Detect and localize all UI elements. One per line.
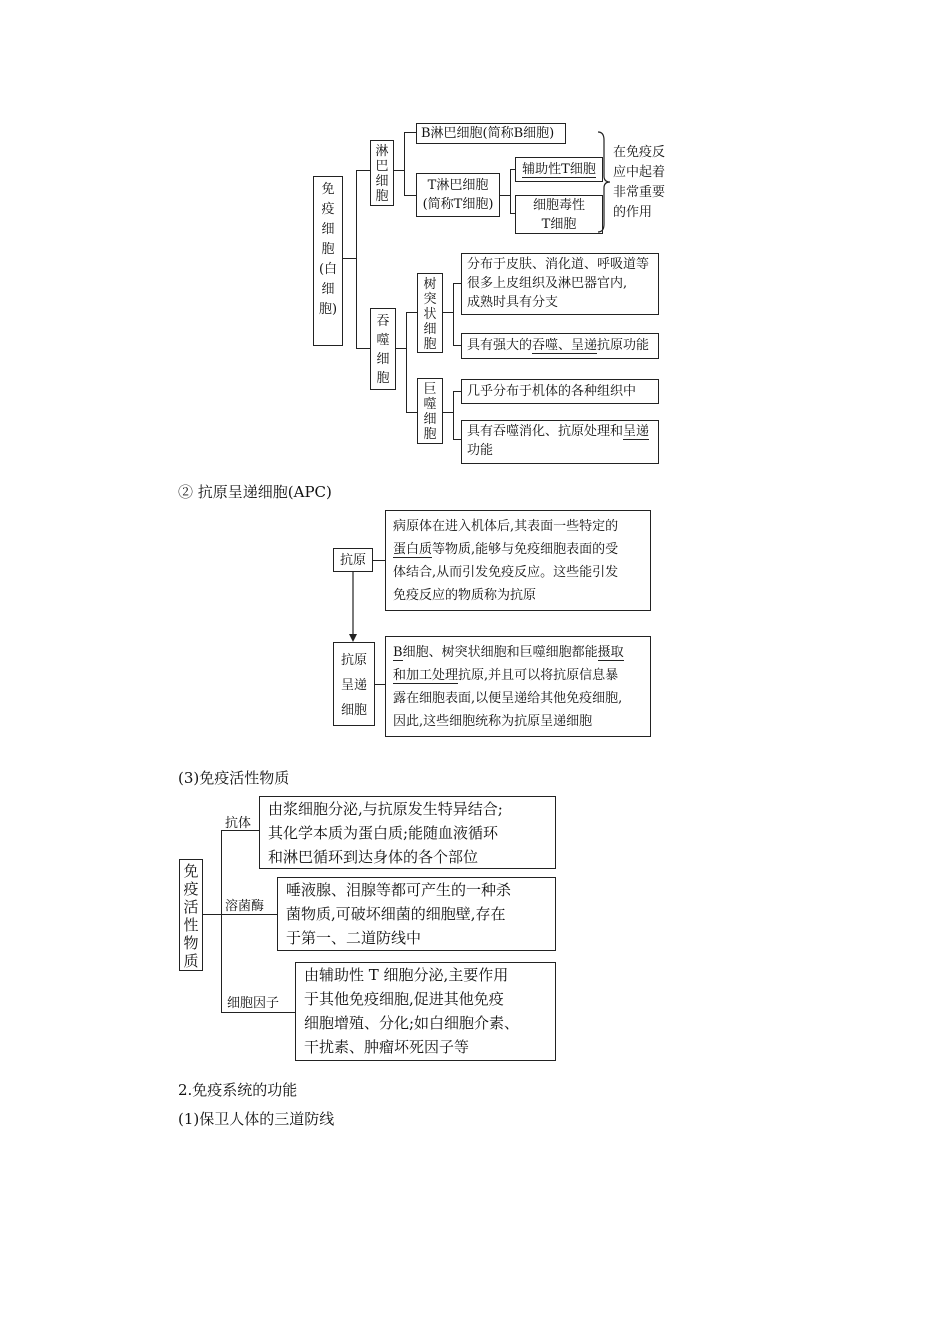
antibody-desc-box <box>259 796 556 869</box>
apc-box <box>333 642 375 726</box>
cytokine-label: 细胞因子 <box>227 996 280 1011</box>
def-underlined: 摄取 <box>597 645 624 660</box>
root-char: 免 <box>321 182 335 197</box>
connector <box>221 914 277 915</box>
phago-char: 噬 <box>376 333 390 348</box>
desc-line: 于第一、二道防线中 <box>286 929 422 947</box>
root-char: 免 <box>183 862 199 880</box>
t-cell-line: (简称T细胞) <box>422 197 494 212</box>
phago-char: 胞 <box>376 371 390 386</box>
def-line: 体结合,从而引发免疫反应。这些能引发 <box>393 565 619 580</box>
macrophage-distribution-box: 几乎分布于机体的各种组织中 <box>461 379 659 404</box>
section-function-heading: 2.免疫系统的功能 <box>178 1081 298 1099</box>
def-line: 露在细胞表面,以便呈递给其他免疫细胞, <box>393 691 623 706</box>
apc-line: 细胞 <box>340 703 367 718</box>
desc-line: 由辅助性 T 细胞分泌,主要作用 <box>304 966 509 984</box>
def-part: 等物质,能够与免疫细胞表面的受 <box>432 542 619 557</box>
def-underlined: 蛋白质 <box>393 542 433 557</box>
desc-line: 很多上皮组织及淋巴器官内, <box>467 276 628 291</box>
desc-line: 和淋巴循环到达身体的各个部位 <box>268 848 479 866</box>
def-underlined: 和加工处理 <box>393 668 459 683</box>
root-char: 性 <box>183 916 199 934</box>
macro-char: 胞 <box>423 427 437 442</box>
connector <box>221 830 222 1013</box>
desc-line: 其化学本质为蛋白质;能随血液循环 <box>268 824 499 842</box>
desc-line: 菌物质,可破坏细菌的细胞壁,存在 <box>286 905 506 923</box>
active-substance-root-box <box>179 859 203 971</box>
apc-definition-box <box>385 636 651 737</box>
desc-line: 干扰素、肿瘤坏死因子等 <box>304 1038 470 1056</box>
lysozyme-label: 溶菌酶 <box>225 899 265 914</box>
antibody-label: 抗体 <box>225 816 252 831</box>
desc-underlined: 呈递 <box>623 424 650 439</box>
apc-line: 抗原 <box>340 653 367 668</box>
root-char: 细 <box>321 282 335 297</box>
section-three-lines-heading: (1)保卫人体的三道防线 <box>178 1110 335 1128</box>
desc-line: 分布于皮肤、消化道、呼吸道等 <box>467 257 650 272</box>
def-line: 免疫反应的物质称为抗原 <box>393 588 537 603</box>
antigen-box: 抗原 <box>333 548 373 572</box>
desc-part: 具有强大的 <box>467 338 533 353</box>
def-line <box>393 664 643 687</box>
def-underlined: B <box>393 645 403 660</box>
helper-t-cell-label: 辅助性T细胞 <box>522 162 596 177</box>
section-active-heading: (3)免疫活性物质 <box>178 769 290 787</box>
b-cell-box: B淋巴细胞(简称B细胞) <box>416 123 566 144</box>
desc-line: 唾液腺、泪腺等都可产生的一种杀 <box>286 881 512 899</box>
cytokine-desc-box <box>295 962 556 1061</box>
desc-underlined: 吞噬、呈递 <box>532 338 598 353</box>
dendritic-char: 突 <box>423 292 437 307</box>
root-char: 胞) <box>318 302 338 317</box>
root-char: 胞 <box>321 242 335 257</box>
root-char: 细 <box>321 222 335 237</box>
desc-line: 细胞增殖、分化;如白细胞介素、 <box>304 1014 520 1032</box>
connector <box>375 684 385 685</box>
phago-char: 吞 <box>376 314 390 329</box>
apc-line: 呈递 <box>340 678 367 693</box>
lymph-char: 巴 <box>375 159 389 174</box>
def-part: 细胞、树突状细胞和巨噬细胞都能 <box>402 645 598 660</box>
def-line: 病原体在进入机体后,其表面一些特定的 <box>393 519 619 534</box>
lymph-char: 细 <box>375 174 389 189</box>
section-apc-heading: ② 抗原呈递细胞(APC) <box>178 483 332 501</box>
def-line <box>393 641 643 664</box>
dendritic-char: 状 <box>423 307 437 322</box>
macro-char: 巨 <box>423 382 437 397</box>
desc-line: 成熟时具有分支 <box>467 295 559 310</box>
root-char: 疫 <box>321 202 335 217</box>
root-char: 物 <box>183 934 199 952</box>
def-line: 因此,这些细胞统称为抗原呈递细胞 <box>393 714 593 729</box>
note-line: 的作用 <box>613 205 653 220</box>
root-char: 疫 <box>183 880 199 898</box>
note-line: 在免疫反 <box>613 145 666 160</box>
note-line: 非常重要 <box>613 185 666 200</box>
desc-line: 由浆细胞分泌,与抗原发生特异结合; <box>268 800 503 818</box>
desc-part: 功能 <box>467 443 494 458</box>
note-line: 应中起着 <box>613 165 666 180</box>
cytotoxic-line: 细胞毒性 <box>532 198 585 213</box>
lysozyme-desc-box <box>277 877 556 951</box>
connector <box>203 914 222 915</box>
macro-char: 噬 <box>423 397 437 412</box>
cytotoxic-line: T细胞 <box>541 217 577 232</box>
connector <box>221 1012 295 1013</box>
desc-part: 抗原功能 <box>597 338 650 353</box>
lymph-char: 胞 <box>375 189 389 204</box>
macro-char: 细 <box>423 412 437 427</box>
root-char: 活 <box>183 898 199 916</box>
lymph-char: 淋 <box>375 144 389 159</box>
t-cell-line: T淋巴细胞 <box>427 178 489 193</box>
root-char: (白 <box>318 262 338 277</box>
root-char: 质 <box>183 952 199 970</box>
def-part: 抗原,并且可以将抗原信息暴 <box>458 668 619 683</box>
phago-char: 细 <box>376 352 390 367</box>
desc-part: 具有吞噬消化、抗原处理和 <box>467 424 624 439</box>
desc-line: 于其他免疫细胞,促进其他免疫 <box>304 990 504 1008</box>
dendritic-char: 细 <box>423 322 437 337</box>
dendritic-char: 胞 <box>423 337 437 352</box>
dendritic-char: 树 <box>423 277 437 292</box>
